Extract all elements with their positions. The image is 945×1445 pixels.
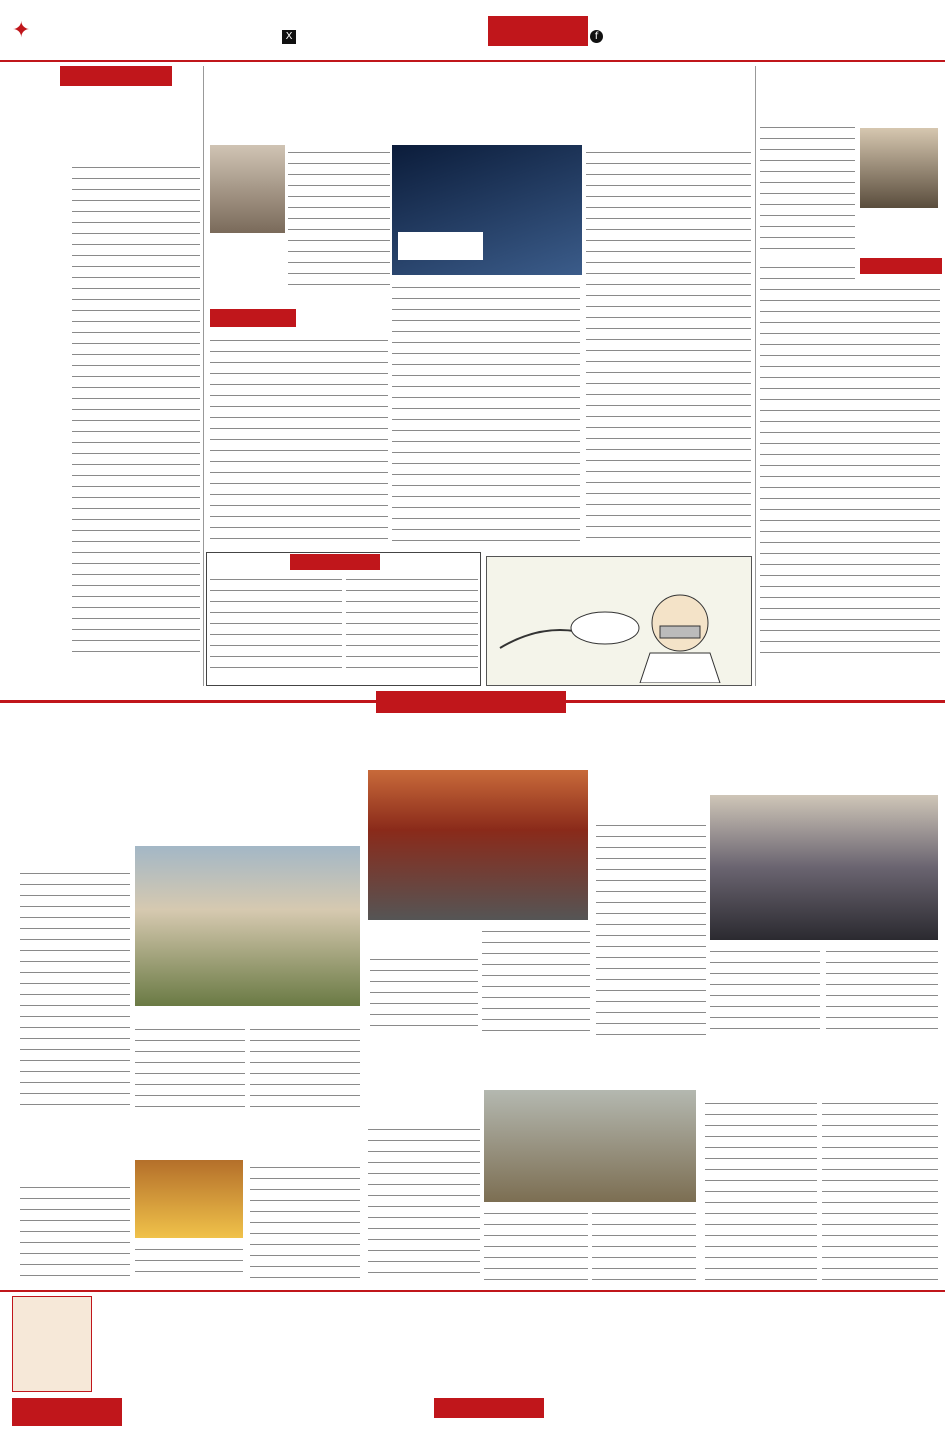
story4-body-a — [368, 1122, 480, 1280]
author-photo — [210, 145, 285, 233]
story6-body-c — [250, 1160, 360, 1280]
column-divider — [203, 66, 204, 686]
section-label — [488, 16, 588, 46]
main-body-col3 — [586, 145, 751, 540]
cartoon-drawing — [490, 578, 748, 683]
story1-body-a — [20, 866, 130, 1114]
story5-body-a — [705, 1096, 817, 1280]
story1-photo — [135, 846, 360, 1006]
main-body-col1b — [210, 333, 388, 548]
main-body-col2 — [392, 280, 580, 550]
story4-body-c — [592, 1206, 696, 1280]
letters-title — [290, 554, 380, 570]
story4-photo — [484, 1090, 696, 1202]
story4-body-b — [484, 1206, 588, 1280]
story6-body-b — [135, 1242, 243, 1280]
x-icon: X — [282, 30, 296, 44]
badge-section — [210, 309, 296, 327]
story6-photo — [135, 1160, 243, 1238]
facebook-link[interactable] — [590, 28, 606, 43]
letters-body-2 — [346, 572, 478, 672]
business-label — [434, 1398, 544, 1418]
right-body-col1 — [760, 120, 855, 255]
story2-body-a — [370, 952, 478, 1036]
editorial-pull-quote — [16, 290, 70, 550]
birthday-label — [12, 1398, 122, 1426]
letters-body-1 — [210, 572, 342, 672]
story2-photo — [368, 770, 588, 920]
story3-photo — [710, 795, 938, 940]
story2-body-b — [482, 924, 590, 1036]
story5-body-b — [822, 1096, 938, 1280]
newspaper-logo: ✦ — [12, 18, 31, 43]
story1-body-c — [250, 1022, 360, 1114]
horoscope-rule — [0, 1290, 945, 1292]
facebook-icon: f — [590, 30, 603, 43]
column-divider — [755, 66, 756, 686]
story3-body-c — [826, 944, 938, 1036]
story3-body-a — [596, 818, 706, 1036]
right-badge-section — [860, 258, 942, 274]
right-author-photo — [860, 128, 938, 208]
story1-body-b — [135, 1022, 245, 1114]
today-box — [12, 1296, 92, 1392]
masthead — [0, 0, 945, 62]
right-body-main — [760, 282, 940, 662]
story6-body-a — [20, 1180, 130, 1280]
twitter-link[interactable] — [282, 28, 299, 44]
editorial-body — [72, 160, 200, 655]
main-body-col1 — [288, 145, 390, 285]
photo-banner — [398, 232, 483, 260]
editorial-tag — [60, 66, 172, 86]
regional-section-label — [376, 691, 566, 713]
story3-body-b — [710, 944, 820, 1036]
right-body-col2 — [760, 260, 855, 280]
